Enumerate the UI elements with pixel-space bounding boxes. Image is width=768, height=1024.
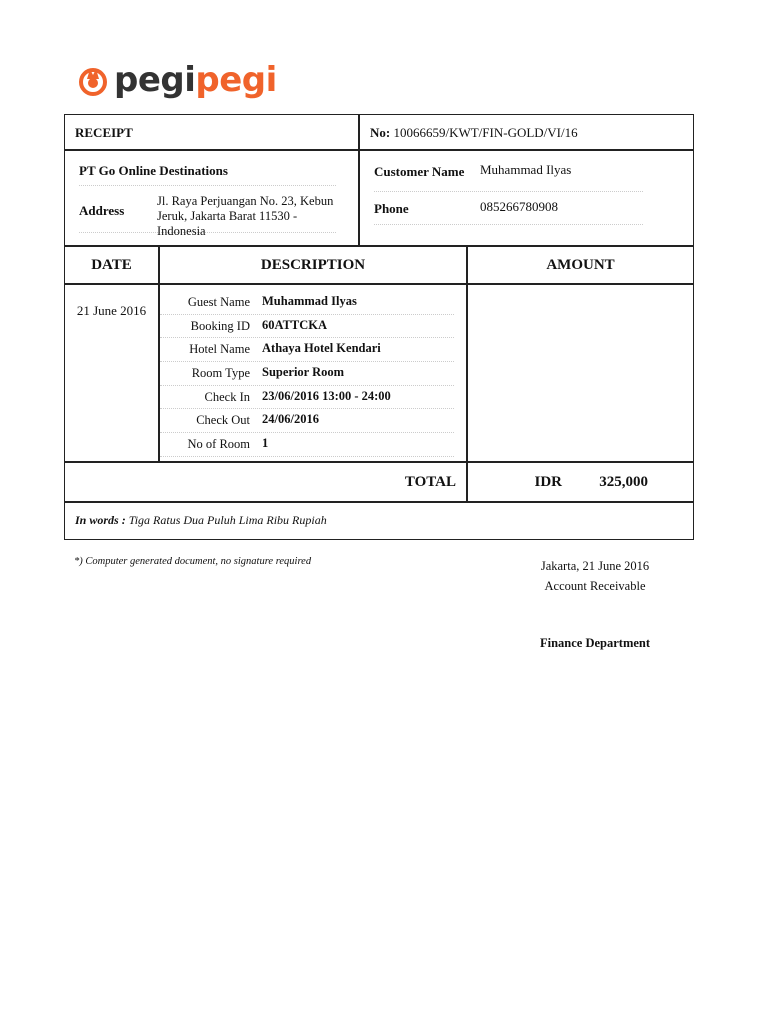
- detail-value: 1: [262, 436, 269, 451]
- place-date: Jakarta, 21 June 2016: [540, 559, 650, 573]
- address-label: Address: [79, 203, 125, 218]
- address-field: [79, 186, 336, 238]
- phone-label: Phone: [374, 201, 409, 216]
- customer-block: [360, 151, 693, 245]
- customer-name-field: [374, 159, 643, 192]
- detail-value: Superior Room: [262, 365, 345, 380]
- detail-item: [160, 338, 454, 362]
- receipt-number-label: No:: [370, 125, 391, 140]
- logo-wordmark: pegipegi: [114, 60, 277, 100]
- company-block: [65, 151, 360, 245]
- amount-cell: [468, 285, 693, 461]
- total-amount: [468, 463, 693, 501]
- detail-value: 24/06/2016: [262, 412, 319, 427]
- detail-label: Check Out: [196, 413, 250, 428]
- pegipegi-logo: [78, 62, 277, 98]
- in-words-value: Tiga Ratus Dua Puluh Lima Ribu Rupiah: [128, 513, 327, 527]
- detail-label: Room Type: [191, 366, 250, 381]
- detail-value: 23/06/2016 13:00 - 24:00: [262, 388, 391, 403]
- detail-label: Hotel Name: [189, 342, 250, 357]
- detail-value: Muhammad Ilyas: [262, 294, 357, 308]
- detail-label: Booking ID: [190, 318, 250, 333]
- in-words: [65, 503, 337, 539]
- customer-name-label: Customer Name: [374, 164, 465, 179]
- detail-label: Guest Name: [187, 295, 250, 309]
- transaction-date: 21 June 2016: [65, 285, 160, 461]
- in-words-row: [65, 503, 693, 539]
- date-header: DATE: [65, 247, 160, 283]
- department-name: Finance Department: [539, 636, 651, 650]
- in-words-label: In words :: [75, 513, 126, 527]
- receipt-number-value: 10066659/KWT/FIN-GOLD/VI/16: [393, 125, 578, 140]
- detail-item: [160, 362, 454, 386]
- amount-header: AMOUNT: [546, 257, 615, 273]
- detail-item: [160, 386, 454, 410]
- receipt-table: [64, 114, 694, 540]
- detail-item: [160, 409, 454, 433]
- phone-field: [374, 192, 643, 225]
- detail-item: [160, 291, 454, 315]
- address-value: Jl. Raya Perjuangan No. 23, Kebun Jeruk, Jakarta Barat 11530 - Indonesia: [157, 194, 334, 238]
- signer-role: Account Receivable: [544, 579, 646, 593]
- footer-note: *) Computer generated document, no signature required: [74, 556, 312, 567]
- detail-item: [160, 315, 454, 339]
- description-details: [160, 285, 468, 461]
- total-label: TOTAL: [65, 463, 468, 501]
- company-name: PT Go Online Destinations: [79, 161, 336, 186]
- description-header: DESCRIPTION: [160, 247, 468, 283]
- detail-row: [65, 285, 693, 463]
- receipt-title: RECEIPT: [65, 115, 360, 149]
- detail-value: Athaya Hotel Kendari: [262, 341, 381, 356]
- total-currency: IDR: [534, 474, 562, 490]
- party-info-row: [65, 151, 693, 247]
- detail-label: No of Room: [187, 437, 250, 452]
- detail-value: 60ATTCKA: [262, 317, 328, 332]
- total-value: 325,000: [599, 474, 648, 490]
- signature-block: [520, 556, 670, 596]
- receipt-header-row: [65, 115, 693, 151]
- column-header-row: [65, 247, 693, 285]
- detail-label: Check In: [204, 389, 250, 404]
- phone-value: 085266780908: [480, 199, 558, 214]
- customer-name-value: Muhammad Ilyas: [480, 162, 572, 177]
- pegipegi-hand-icon: [78, 63, 108, 97]
- detail-item: [160, 433, 454, 457]
- total-row: [65, 463, 693, 503]
- receipt-number: [360, 115, 693, 149]
